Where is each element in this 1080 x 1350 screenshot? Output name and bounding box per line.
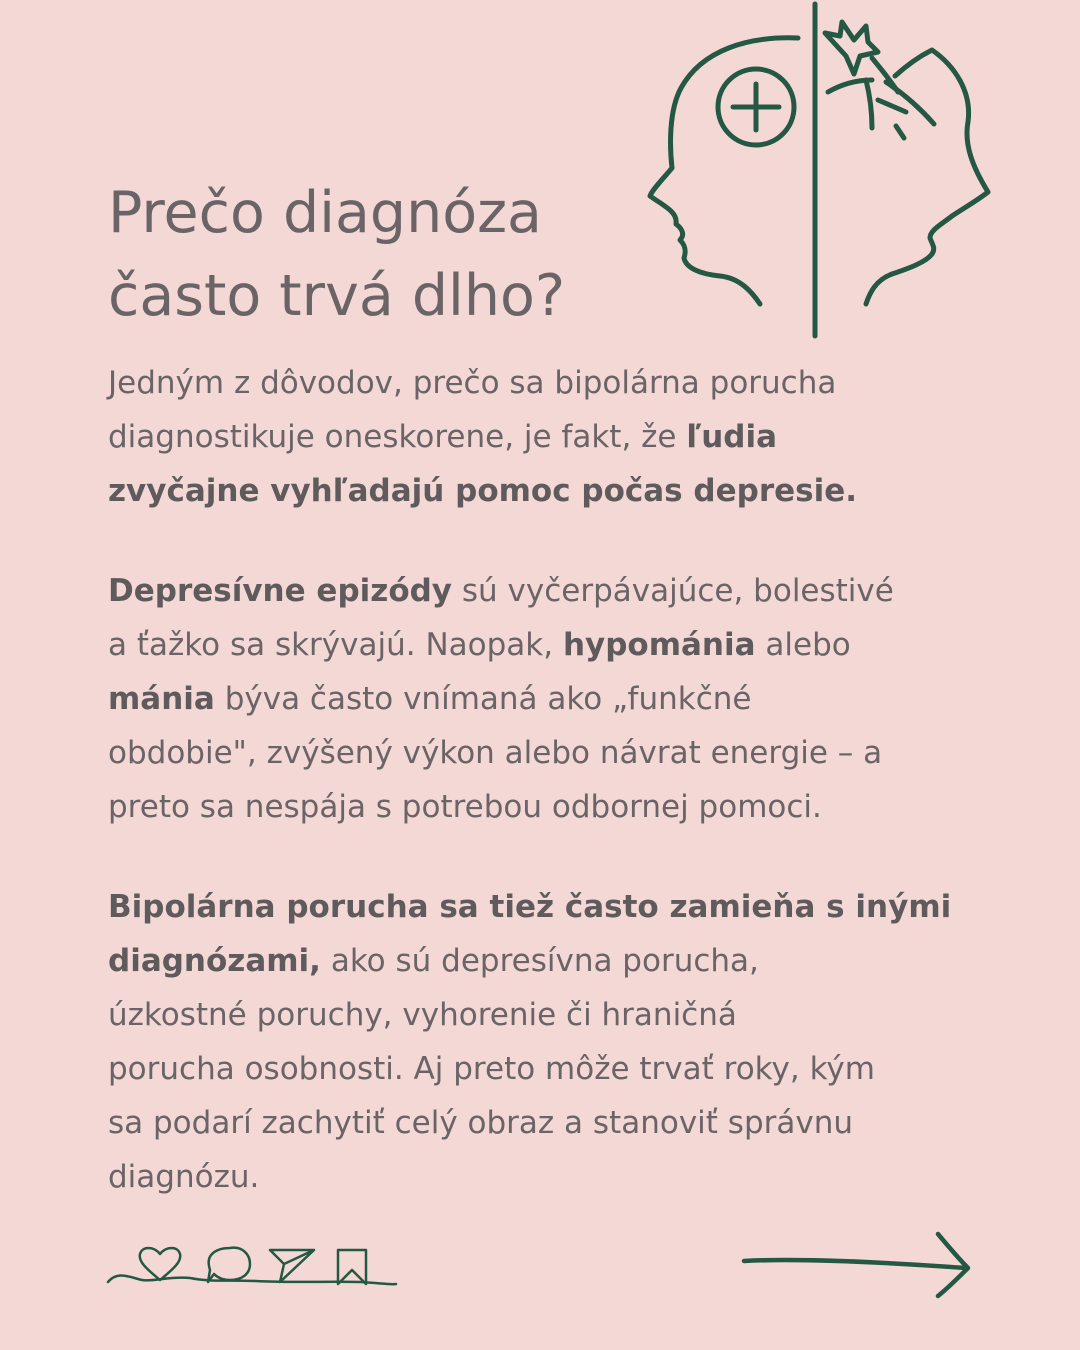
arrow-right-icon[interactable] — [738, 1226, 978, 1302]
text-run: preto sa nespája s potrebou odbornej pomoci. — [108, 789, 822, 825]
paragraph-line — [108, 410, 1008, 464]
paragraph-line — [108, 934, 1008, 988]
bold-text: diagnózami, — [108, 943, 321, 979]
bold-text: Depresívne epizódy — [108, 573, 453, 609]
paragraph-line — [108, 618, 1008, 672]
paragraph-line — [108, 672, 1008, 726]
paper-plane-icon[interactable] — [270, 1250, 314, 1282]
paragraph-line — [108, 780, 1008, 834]
paragraph-line — [108, 356, 1008, 410]
bold-text: mánia — [108, 681, 215, 717]
text-run: alebo — [755, 627, 851, 663]
title-line-2: často trvá dlho? — [108, 263, 566, 329]
heart-icon[interactable] — [140, 1248, 181, 1280]
paragraph — [108, 564, 1008, 834]
paragraph — [108, 880, 1008, 1204]
bold-text: Bipolárna porucha sa tiež často zamieňa s inými — [108, 889, 952, 925]
bold-text: zvyčajne vyhľadajú pomoc počas depresie. — [108, 473, 858, 509]
paragraph-line — [108, 1150, 1008, 1204]
bookmark-icon[interactable] — [338, 1250, 366, 1284]
text-run: Jedným z dôvodov, prečo sa bipolárna porucha — [108, 365, 837, 401]
text-run: porucha osobnosti. Aj preto môže trvať roky, kým — [108, 1051, 875, 1087]
social-actions — [106, 1240, 402, 1292]
paragraph-line — [108, 880, 1008, 934]
body-text — [108, 356, 1008, 1250]
page-title — [108, 172, 668, 338]
text-run: diagnostikuje oneskorene, je fakt, že — [108, 419, 687, 455]
bold-text: hypománia — [562, 627, 756, 663]
burst-icon — [825, 22, 934, 138]
plus-circle-icon — [718, 69, 794, 145]
bold-text: ľudia — [686, 419, 778, 455]
text-run: býva často vnímaná ako „funkčné — [214, 681, 752, 717]
paragraph-line — [108, 988, 1008, 1042]
paragraph — [108, 356, 1008, 518]
two-heads-mind-icon — [640, 0, 1000, 345]
paragraph-line — [108, 726, 1008, 780]
title-line-1: Prečo diagnóza — [108, 180, 542, 246]
text-run: ako sú depresívna porucha, — [320, 943, 759, 979]
text-run: úzkostné poruchy, vyhorenie či hraničná — [108, 997, 737, 1033]
text-run: obdobie", zvýšený výkon alebo návrat energie – a — [108, 735, 883, 771]
paragraph-line — [108, 1096, 1008, 1150]
text-run: diagnózu. — [108, 1159, 260, 1195]
text-run: sa podarí zachytiť celý obraz a stanoviť správnu — [108, 1105, 853, 1141]
paragraph-line — [108, 464, 1008, 518]
paragraph-line — [108, 1042, 1008, 1096]
comment-bubble-icon[interactable] — [208, 1248, 250, 1282]
text-run: a ťažko sa skrývajú. Naopak, — [108, 627, 563, 663]
text-run: sú vyčerpávajúce, bolestivé — [452, 573, 894, 609]
paragraph-line — [108, 564, 1008, 618]
